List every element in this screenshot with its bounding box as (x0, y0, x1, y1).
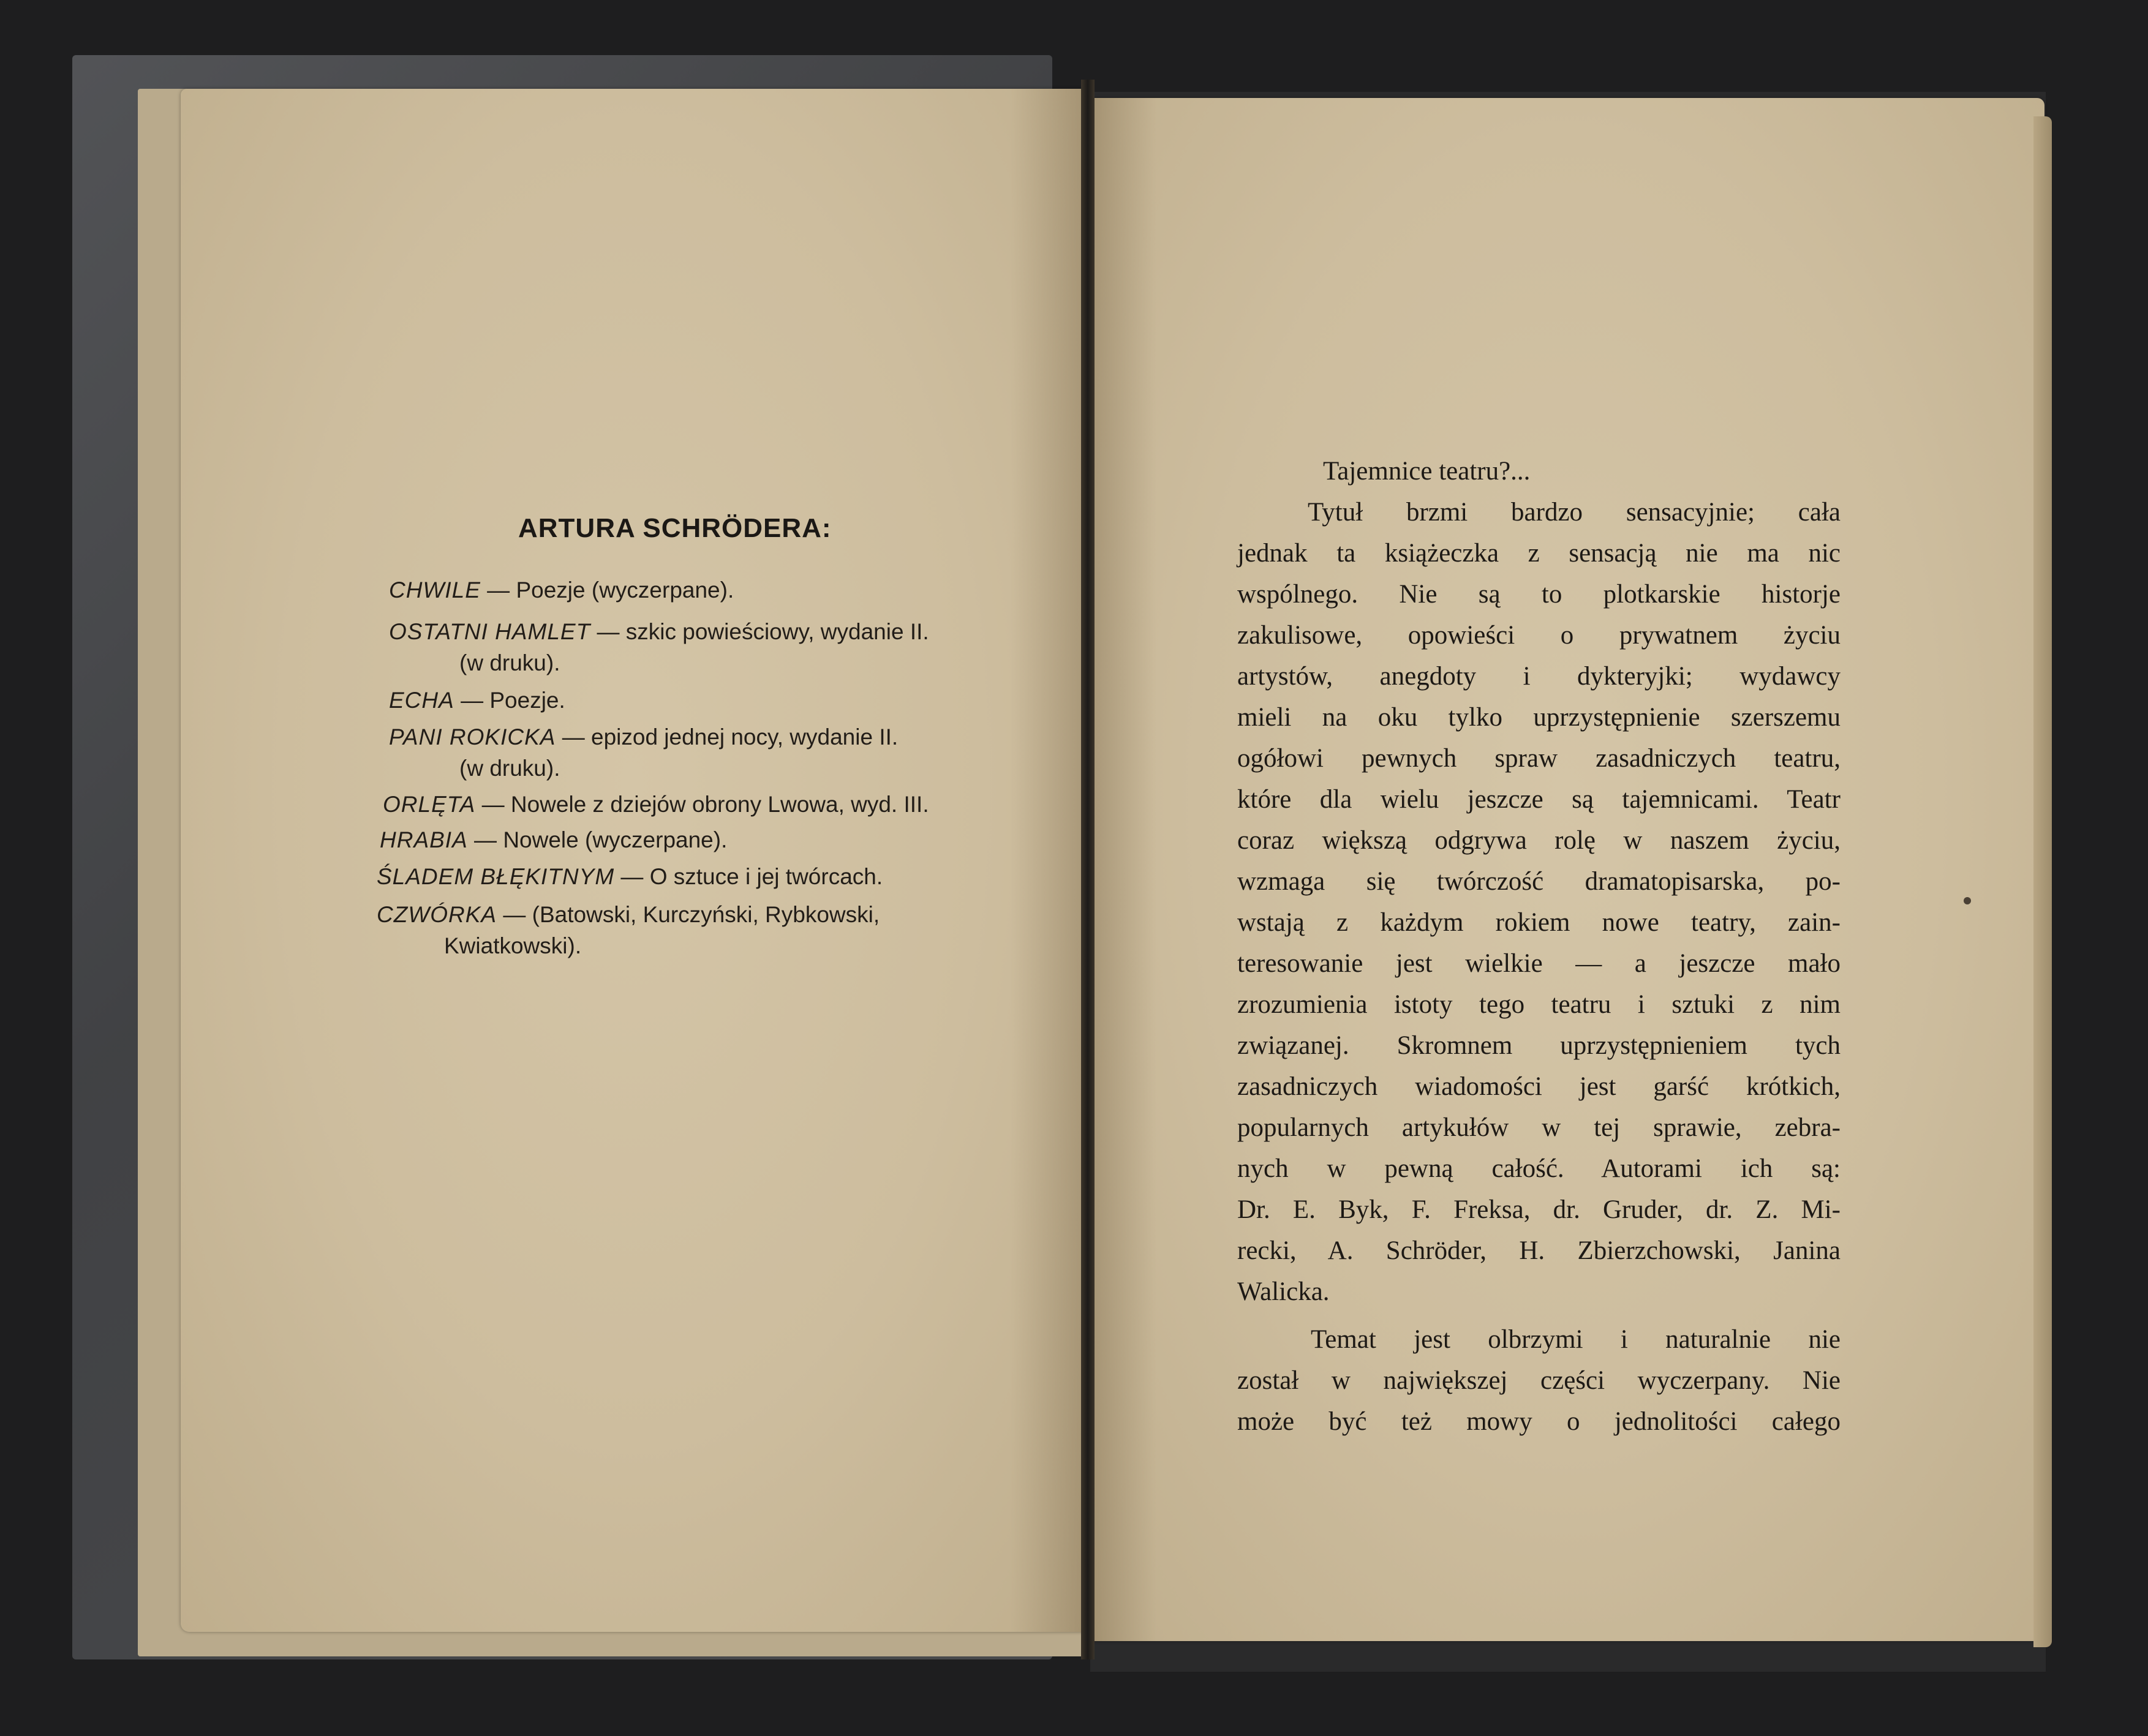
work-separator: — (467, 827, 503, 852)
work-description-cont: (w druku). (459, 650, 560, 675)
text-line: może być też mowy o jednolitości całego (1237, 1407, 1841, 1436)
work-item (377, 865, 883, 888)
text-line: recki, A. Schröder, H. Zbierzchowski, Janina (1237, 1236, 1841, 1265)
text-line: Tajemnice teatru?... (1323, 457, 1531, 486)
work-description: Poezje (wyczerpane). (516, 577, 734, 603)
text-line: został w największej części wyczerpany. Nie (1237, 1366, 1841, 1395)
work-title: ŚLADEM BŁĘKITNYM (377, 864, 615, 889)
text-line: zrozumienia istoty tego teatru i sztuki z nim (1237, 990, 1841, 1019)
text-line: wstają z każdym rokiem nowe teatry, zain- (1237, 908, 1841, 937)
work-title: CHWILE (389, 577, 481, 603)
book-gutter (1081, 80, 1095, 1659)
text-line: artystów, anegdoty i dykteryjki; wydawcy (1237, 662, 1841, 691)
work-description: Nowele (wyczerpane). (503, 827, 728, 852)
text-line: nych w pewną całość. Autorami ich są: (1237, 1154, 1841, 1183)
work-separator: — (497, 902, 532, 927)
text-line: teresowanie jest wielkie — a jeszcze mało (1237, 949, 1841, 978)
work-description: szkic powieściowy, wydanie II. (625, 619, 929, 644)
work-title: OSTATNI HAMLET (389, 619, 591, 644)
work-item (389, 579, 734, 601)
work-description: O sztuce i jej twórcach. (649, 864, 883, 889)
work-item (389, 689, 565, 712)
work-description: (Batowski, Kurczyński, Rybkowski, (532, 902, 880, 927)
text-line: Dr. E. Byk, F. Freksa, dr. Gruder, dr. Z. Mi- (1237, 1195, 1841, 1224)
text-line: jednak ta książeczka z sensacją nie ma nic (1237, 539, 1841, 568)
text-line: Tytuł brzmi bardzo sensacyjnie; cała (1308, 498, 1841, 527)
text-line: ogółowi pewnych spraw zasadniczych teatru, (1237, 744, 1841, 773)
text-line: zakulisowe, opowieści o prywatnem życiu (1237, 621, 1841, 650)
text-line: mieli na oku tylko uprzystępnienie szerszemu (1237, 703, 1841, 732)
work-title: CZWÓRKA (377, 902, 497, 927)
work-item (383, 793, 929, 816)
work-separator: — (475, 792, 511, 817)
work-item (380, 829, 727, 851)
text-line: Walicka. (1237, 1277, 1330, 1306)
text-line: Temat jest olbrzymi i naturalnie nie (1311, 1325, 1841, 1354)
work-title: PANI ROKICKA (389, 724, 556, 750)
work-title: HRABIA (380, 827, 468, 852)
work-description: epizod jednej nocy, wydanie II. (591, 724, 899, 750)
text-line: które dla wielu jeszcze są tajemnicami. Teatr (1237, 785, 1841, 814)
work-description-cont: (w druku). (459, 756, 560, 781)
paper-speck (1964, 897, 1971, 904)
text-line: związanej. Skromnem uprzystępnieniem tych (1237, 1031, 1841, 1060)
text-line: zasadniczych wiadomości jest garść krótkich, (1237, 1072, 1841, 1101)
left-page (181, 89, 1084, 1632)
work-item (389, 620, 929, 674)
page-edges (2033, 116, 2052, 1647)
work-item (377, 903, 880, 957)
text-line: wzmaga się twórczość dramatopisarska, po- (1237, 867, 1841, 896)
work-item (389, 726, 898, 780)
work-title: ORLĘTA (383, 792, 476, 817)
text-line: coraz większą odgrywa rolę w naszem życiu, (1237, 826, 1841, 855)
work-description: Poezje. (489, 688, 565, 713)
work-separator: — (556, 724, 591, 750)
work-description-cont: Kwiatkowski). (444, 933, 582, 958)
work-title: ECHA (389, 688, 454, 713)
work-separator: — (590, 619, 626, 644)
text-line: wspólnego. Nie są to plotkarskie historje (1237, 580, 1841, 609)
work-description: Nowele z dziejów obrony Lwowa, wyd. III. (510, 792, 929, 817)
work-separator: — (614, 864, 650, 889)
work-separator: — (480, 577, 516, 603)
work-separator: — (454, 688, 490, 713)
text-line: popularnych artykułów w tej sprawie, zebra- (1237, 1113, 1841, 1142)
author-heading: ARTURA SCHRÖDERA: (518, 513, 832, 543)
